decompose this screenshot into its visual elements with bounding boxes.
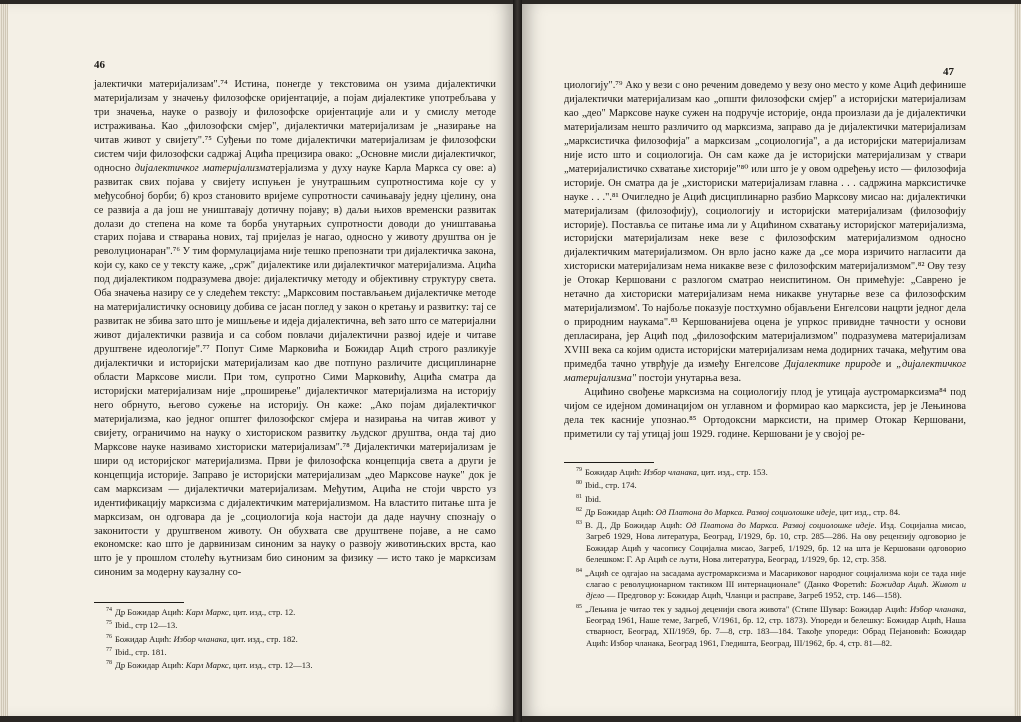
italic-text: „дијалектичког материјализма" — [564, 359, 966, 385]
footnote-number: 84 — [576, 567, 582, 574]
footnote — [564, 566, 966, 602]
text-run: и — [880, 359, 897, 371]
footnote-number: 80 — [576, 480, 582, 487]
footnote-text: Божидар Ацић: — [585, 466, 644, 477]
footnotes — [564, 465, 966, 649]
text-run: терјализма у духу науке Карла Маркса су ове: а) развитак свих појава у свијету испуњен је унутрашњим супротностима које су у међусобној борби; б) кроз становито вријеме супротности сачињавају једну цјелину, она се развија а да још не уништавају дотичну појаву; в) даљи њихов временски развитак долази до степена на коме та борба унутарњих супротности доводи до уништавања старих појава и стварања нових, тај пријелаз је нагао, односно у животу друштва он је револуционаран".⁷⁶ У тим формулацијама није тешко препознати три дијалектичка закона, који су, како се у тексту каже, „срж" дијалектике или дијалектичког материјализма. Ацића под дијалектиком подразумева двоје: дијалектичку методу и објективну структуру света. Оба значења назиру се у следећем тексту: „Марксовим постављањем дијалектичке методе на материјалистичку основицу добива се јасан поглед у закон о кретању и развитку: тај се развитак не збива зато што је мишљење и идеја дијалектична, већ зато што се материјални живот дијалектички развија и са собом повлачи дијалектични развој идеје и читаве друштвене идеологије".⁷⁷ Попут Симе Марковића и Божидар Ацић строго разликује дијалектички и историјски материјализам као две потпуно различите дисциплинарне области Марксове мисли. При том, супротно Сими Марковићу, Ацића сматра да историјски материјализам није „проширење" дијалектичког материјализма на историју него обрнуто, његово сужење на историју. Он каже: „Ако појам дијалектичког материјализма, као једног општег филозофског смјера и назирања на читав живот у свијету, ограничимо на науку о хисториском развитку људског друштва, онда тај дио Марксове науке називамо хисториски материјализам".⁷⁸ Дијалектички материјализам је шири од историјског материјализма. Први је филозофска концепција света а други је концепција историје. Заправо је историјски материјализам „део Марксове науке" док је сам марксизам — дијалектички материјализам. Међутим, Ацића не стоји чврсто уз идентификацију марксизма с дијалектичким материјализмом. На властито питање шта је марксизам, он одговара да је „социологија која настоји да даде научну спознају о законитости у друштвеном животу. Он обухвата све друштвене појаве, а не само економске: као што је дарвинизам синоним за науку о развоју животињских врста, као што је у прошлом столећу њутнизам био синоним за физику — исто тако је марксизам синоним за модерну каузалну со- — [94, 162, 497, 579]
footnote — [564, 492, 966, 505]
footnote-text: Др Божидар Ацић: — [115, 659, 186, 670]
footnote — [94, 645, 496, 658]
footnote-tail: , цит. изд., стр. 153. — [696, 466, 768, 477]
text-run: јалектички материјализам".⁷⁴ Истина, понегде у текстовима он узима дијалектички материјализам у значењу филозофске оријентације, а појам дијалектике употребљава у три значења, науке о развоју и филозофске оријентације али и у смислу методе истраживања. Као „филозофски смјер", дијалектички материјализам је „назирање на читав живот у свијету".⁷⁵ Суђењи по томе дијалектички материјализам је филозофски систем чији филозофски садржај Ацића прецизира овако: „Основне мисли дијалектичког, односно — [94, 79, 496, 174]
footnote-text: Ibid., стр. 174. — [585, 480, 637, 491]
footnote — [564, 465, 966, 478]
footnote-rule — [564, 462, 654, 463]
footnote — [94, 658, 496, 671]
page-number: 47 — [943, 66, 954, 78]
footnote-number: 82 — [576, 506, 582, 513]
body-text — [94, 78, 496, 580]
footnote-tail: , цит. изд., стр. 12—13. — [228, 659, 313, 670]
italic-text: дијалектичког материјализма — [134, 162, 271, 174]
footnote-title: Божидар Ацић. Живот и дјело — [586, 578, 967, 601]
footnote-text: Божидар Ацић: — [115, 633, 174, 644]
footnote-title: Избор чланака — [643, 466, 697, 477]
footnote-number: 75 — [106, 620, 112, 627]
footnote-title: Избор чланака — [173, 633, 227, 644]
page-edges-right — [1013, 4, 1021, 716]
text-run: постоји унутарња веза. — [636, 373, 742, 385]
footnote-tail: , цит изд., стр. 84. — [835, 506, 901, 517]
footnote-tail: . Изд. Социјална мисао, Загреб 1929, Нова литература, Београд, I/1929, бр. 10, стр. 285—286. На ову рецензију одговорио је Божидар Ацић у часопису Социјална мисао, Загреб, 1/1929, бр. 12 на шта је Кершовани одговорио белешком: Г. Ар Ацић се љути, Нова литература, Београд, 1/1929, бр. 12, стр. 358. — [586, 519, 966, 565]
footnote-number: 79 — [576, 467, 582, 473]
footnote-title: Од Платона до Маркса. Развој социолошке идеје — [685, 519, 875, 530]
footnote-tail: , цит. изд., стр. 182. — [226, 633, 298, 644]
footnote-title: Карл Маркс — [185, 606, 229, 617]
footnotes — [94, 605, 496, 671]
footnote — [94, 618, 496, 631]
footnote-number: 78 — [106, 660, 112, 667]
paragraph — [564, 79, 966, 386]
footnote — [94, 632, 496, 645]
paragraph — [94, 78, 496, 580]
page-number: 46 — [94, 59, 105, 71]
footnote — [564, 505, 966, 518]
paragraph: Ацићино свођење марксизма на социологију плод је утицаја аустромарксизма⁸⁴ под чијом се идејном доминацијом он углавном и формирао као марксиста, јер је Лењинова дела тек касније упознао.⁸⁵ Ортодоксни марксисти, на пример Отокар Кершовани, приметили су тај утицај још 1929. године. Кершовани је у својој ре- — [564, 386, 966, 440]
footnote-text: Др Божидар Ацић: — [585, 506, 656, 517]
footnote-title: Избор чланака — [909, 603, 964, 614]
right-page — [522, 4, 1014, 716]
footnote-text: „Ацић се одгајао на засадама аустромарксизма и Масариковог народног социјализма који се тада није слагао с револуционарном тактиком III интернационале" (Данко Форетић: — [585, 567, 966, 589]
footnote — [564, 602, 966, 649]
footnote-title: Од Платона до Маркса. Развој социолошке идеје — [655, 506, 836, 517]
footnote-text: Др Божидар Ацић: — [115, 606, 186, 617]
footnote-text: Ibid., стр. 181. — [115, 646, 167, 657]
footnote-tail: , цит. изд., стр. 12. — [228, 606, 296, 617]
footnote-title: Карл Маркс — [185, 659, 229, 670]
footnote-number: 83 — [576, 520, 582, 527]
italic-text: Дијалектике природе — [784, 359, 881, 371]
footnote-number: 85 — [576, 603, 582, 610]
footnote-text: Ibid. — [585, 493, 601, 504]
book-gutter — [513, 0, 522, 722]
text-run: циологију".⁷⁹ Ако у вези с оно реченим доведемо у везу оно место у коме Ацић дефинише дијалектички материјализам као „општи филозофски смјер" а историјски материјализам као „део" Марксове науке сужен на подручје историје, онда произлази да је дијалектички материјализам нешто различито од марксизма, заправо да је дијалектички материјализам „марксистичка филозофија" а марксизам „социологија", а да историјски материјализам није исто што и социологија. Он сам каже да је историјски материјализам у ствари „материјалистичко схватање хисторије"⁸⁰ или што је у овом одређењу исто — филозофија историје. Он сматра да је „хисториски материјализам главна . . . садржина марксистичке науке . . .".⁸¹ Очигледно је Ацић дисциплинарно разбио Марксову мисао на: дијалектички материјализам (филозофију), социологију и историјски материјализам (филозофију историје). Постављa се питање има ли у Ацићином схватању историјског материјализма, историјски материјализам неке везе с филозофским материјализмом односно дијалектичким материјализмом. Он врло јасно каже да „се мора изричито нагласити да хисториски материјализам нема никакве везе с филозофским материјализмом".⁸² Ову тезу је Отокар Кершовани с разлогом сматрао неиспитином. Он примећује: „Саврeно је нетачно да хисториски материјализам нема никакве унутарње везе са филозофским материјализмом'. То најбоље показује постхумно објављени Енгелсови нацрти једног дела о природним наукама".⁸³ Кершованијева оцена је упркос привидне тачности у основи деплаcирана, јер Ацић под „филозофским материјализмом" подразумева материјализам XVIII века са којим одиста историјски материјализам нема додирних тачака, међутим ова примедба тачно утврђује да између Енгелсове — [564, 80, 966, 371]
footnote-tail: , Београд 1961, Наше теме, Загреб, V/1961, бр. 12, стр. 1873). Упореди и белешку: Божидар Ацић, Наша стварност, Београд, XII/1959, бр. 7—8, стр. 183—184. Такође упореди: Обрад Пејановић: Божидар Ацић: Избор чланака, Београд 1961, Гледишта, Београд, III/1962, бр. 4, стр. 81—82. — [586, 603, 967, 648]
footnote — [94, 605, 496, 618]
body-text — [564, 79, 966, 442]
footnote-text: Ibid., стр 12—13. — [115, 620, 178, 631]
footnote-number: 77 — [106, 646, 112, 653]
footnote — [564, 518, 966, 565]
footnote-text: „Лењина је читао тек у задњој деценији свога живота" (Стипе Шувар: Божидар Ацић: — [585, 603, 910, 614]
left-page — [8, 4, 513, 716]
footnote-number: 74 — [106, 607, 112, 613]
footnote-number: 81 — [576, 493, 582, 500]
footnote-text: В. Д., Др Божидар Ацић: — [585, 519, 686, 530]
footnote — [564, 478, 966, 491]
footnote-tail: — Предговор у: Божидар Ацић, Чланци и расправе, Загреб 1952, стр. 146—158). — [604, 590, 902, 601]
footnote-number: 76 — [106, 633, 112, 640]
footnote-rule — [94, 602, 184, 603]
